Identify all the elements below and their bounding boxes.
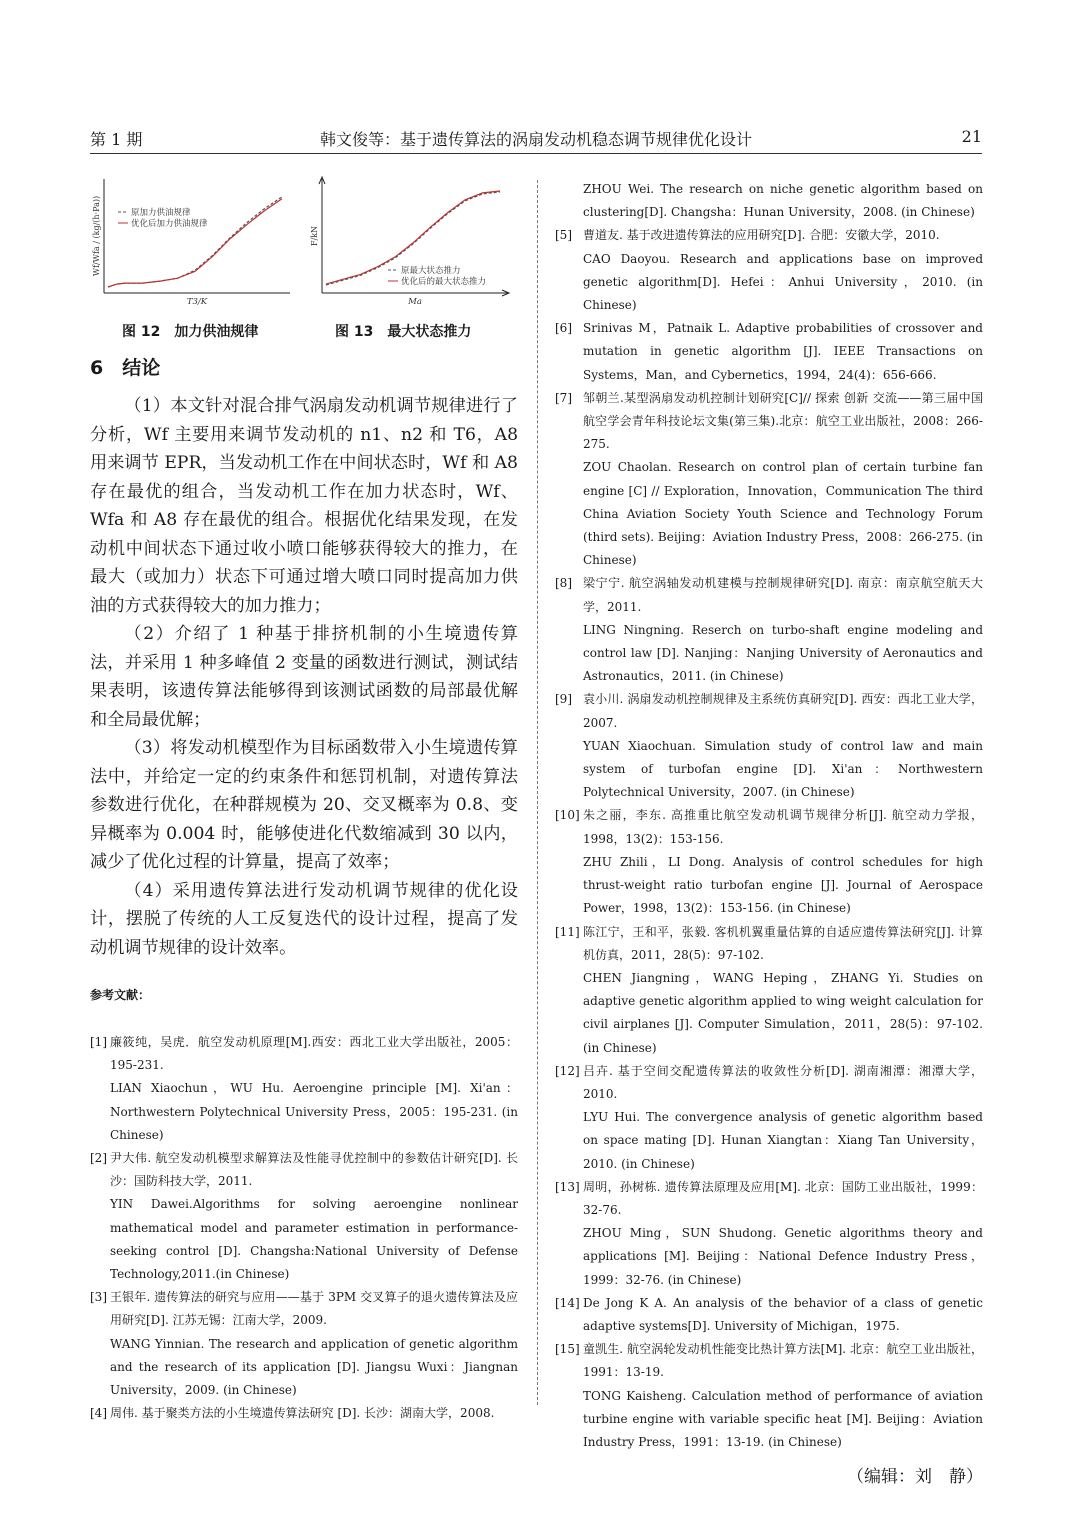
header-title: 韩文俊等：基于遗传算法的涡扇发动机稳态调节规律优化设计 bbox=[319, 130, 752, 149]
reference-text: 吕卉. 基于空间交配遗传算法的收敛性分析[D]. 湖南湘潭：湘潭大学，2010. bbox=[583, 1063, 983, 1101]
conclusion-body bbox=[90, 392, 518, 962]
reference-number: [2] bbox=[90, 1151, 107, 1166]
reference-text: De Jong K A. An analysis of the behavior of a class of genetic adaptive systems[D]. University of Michigan，1975. bbox=[583, 1295, 983, 1333]
conclusion-paragraph-4: （4）采用遗传算法进行发动机调节规律的优化设计，摆脱了传统的人工反复迭代的设计过程，提高了发动机调节规律的设计效率。 bbox=[90, 880, 518, 958]
reference-item bbox=[90, 1147, 518, 1286]
reference-english: CHEN Jiangning，WANG Heping，ZHANG Yi. Studies on adaptive genetic algorithm applied to wing weight calculation for civil airplanes [J]. Computer Simulation，2011，28(5)：97-102. (in Chinese) bbox=[583, 970, 983, 1055]
legend-label: 优化后的最大状态推力 bbox=[401, 277, 487, 287]
conclusion-paragraph-1: （1）本文针对混合排气涡扇发动机调节规律进行了分析，Wf 主要用来调节发动机的 n1、n2 和 T6，A8 用来调节 EPR，当发动机工作在中间状态时，Wf 和 A8 存在最优的组合，当发动机工作在加力状态时，Wf、Wfa 和 A8 存在最优的组合。根据优化结果发现，在发动机中间状态下通过收小喷口能够获得较大的推力，在最大（或加力）状态下可通过增大喷口同时提高加力供油的方式获得较大的加力推力； bbox=[90, 396, 518, 616]
figure-12 bbox=[90, 165, 295, 315]
conclusion-paragraph-3: （3）将发动机模型作为目标函数带入小生境遗传算法中，并给定一定的约束条件和惩罚机制，对遗传算法参数进行优化，在种群规模为 20、交叉概率为 0.8、变异概率为 0.004 时，能够使进化代数缩减到 30 以内，减少了优化过程的计算量，提高了效率； bbox=[90, 738, 518, 872]
figure-13-chart bbox=[308, 165, 513, 305]
reference-number: [11] bbox=[555, 924, 580, 939]
reference-item bbox=[555, 224, 983, 317]
reference-text: 袁小川. 涡扇发动机控制规律及主系统仿真研究[D]. 西安：西北工业大学，2007. bbox=[583, 692, 983, 730]
reference-text: 周明，孙树栋. 遗传算法原理及应用[M]. 北京：国防工业出版社，1999：32-76. bbox=[583, 1179, 983, 1217]
column-divider bbox=[537, 180, 538, 1405]
reference-number: [10] bbox=[555, 808, 580, 823]
reference-item bbox=[90, 1402, 518, 1425]
issue-label: 第 1 期 bbox=[90, 130, 143, 149]
reference-item bbox=[555, 1060, 983, 1176]
figure-12-caption: 图 12 加力供油规律 bbox=[122, 324, 259, 340]
figure-12-chart bbox=[90, 165, 295, 305]
references-title: 参考文献： bbox=[90, 988, 151, 1002]
reference-number: [1] bbox=[90, 1035, 107, 1049]
reference-number: [15] bbox=[555, 1342, 580, 1357]
reference-item bbox=[555, 387, 983, 573]
editor-note: （编辑：刘 静） bbox=[847, 1467, 983, 1488]
legend-label: 优化后加力供油规律 bbox=[131, 219, 208, 229]
reference-number: [6] bbox=[555, 321, 572, 336]
reference-english: TONG Kaisheng. Calculation method of performance of aviation turbine engine with variable specific heat [M]. Beijing：Aviation Industry Press，1991：13-19. (in Chinese) bbox=[583, 1388, 983, 1449]
reference-text: 王银年. 遗传算法的研究与应用——基于 3PM 交叉算子的退火遗传算法及应用研究[D]. 江苏无锡：江南大学，2009. bbox=[110, 1290, 518, 1328]
reference-text: 童凯生. 航空涡轮发动机性能变比热计算方法[M]. 北京：航空工业出版社，1991：13-19. bbox=[583, 1342, 983, 1380]
reference-text: 朱之丽，李东. 高推重比航空发动机调节规律分析[J]. 航空动力学报，1998，13(2)：153-156. bbox=[583, 808, 983, 846]
x-axis-label: Ma bbox=[408, 297, 422, 305]
legend-label: 原最大状态推力 bbox=[401, 266, 461, 276]
reference-text: 梁宁宁. 航空涡轴发动机建模与控制规律研究[D]. 南京：南京航空航天大学，2011. bbox=[583, 576, 983, 614]
section-heading: 6 结论 bbox=[90, 357, 161, 379]
reference-number: [9] bbox=[555, 692, 572, 707]
reference-number: [8] bbox=[555, 576, 572, 591]
reference-english: LYU Hui. The convergence analysis of genetic algorithm based on space mating [D]. Hunan Xiangtan：Xiang Tan University，2010. (in Chinese) bbox=[583, 1110, 983, 1171]
reference-number: [12] bbox=[555, 1063, 580, 1078]
reference-continuation bbox=[555, 178, 983, 224]
x-axis-label: T3/K bbox=[186, 297, 208, 305]
reference-4-english: ZHOU Wei. The research on niche genetic algorithm based on clustering[D]. Changsha：Hunan University，2008. (in Chinese) bbox=[583, 182, 983, 220]
reference-item bbox=[555, 572, 983, 688]
reference-number: [14] bbox=[555, 1295, 580, 1310]
reference-number: [3] bbox=[90, 1290, 107, 1305]
right-column bbox=[555, 178, 983, 1487]
references-left bbox=[90, 1031, 518, 1425]
reference-item bbox=[555, 317, 983, 387]
reference-text: 邹朝兰.某型涡扇发动机控制计划研究[C]// 探索 创新 交流——第三届中国航空学会青年科技论坛文集(第三集).北京：航空工业出版社，2008：266-275. bbox=[583, 390, 983, 452]
reference-english: CAO Daoyou. Research and applications base on improved genetic algorithm[D]. Hefei：Anhui University，2010. (in Chinese) bbox=[583, 251, 983, 313]
reference-item bbox=[555, 1176, 983, 1292]
conclusion-paragraph-2: （2）介绍了 1 种基于排挤机制的小生境遗传算法，并采用 1 种多峰值 2 变量的函数进行测试，测试结果表明，该遗传算法能够得到该测试函数的局部最优解和全局最优解； bbox=[90, 624, 518, 730]
figure-row bbox=[90, 165, 518, 343]
page-number: 21 bbox=[961, 127, 982, 146]
reference-english: LING Ningning. Reserch on turbo-shaft engine modeling and control law [D]. Nanjing：Nanjing University of Aeronautics and Astronautics，2011. (in Chinese) bbox=[583, 622, 983, 684]
reference-english: ZHU Zhili，LI Dong. Analysis of control schedules for high thrust-weight ratio turbofan engine [J]. Journal of Aerospace Power，1998，13(2)：153-156. (in Chinese) bbox=[583, 854, 983, 916]
reference-english: ZHOU Ming，SUN Shudong. Genetic algorithms theory and applications [M]. Beijing：National Defence Industry Press，1999：32-76. (in Chinese) bbox=[583, 1226, 983, 1287]
reference-english: LIAN Xiaochun，WU Hu. Aeroengine principle [M]. Xi'an：Northwestern Polytechnical University Press，2005：195-231. (in Chinese) bbox=[110, 1081, 518, 1142]
reference-text: 周伟. 基于聚类方法的小生境遗传算法研究 [D]. 长沙：湖南大学，2008. bbox=[110, 1406, 495, 1421]
figure-13 bbox=[308, 165, 513, 315]
reference-item bbox=[555, 1338, 983, 1454]
references-right bbox=[555, 224, 983, 1454]
figure-13-caption: 图 13 最大状态推力 bbox=[335, 324, 472, 340]
reference-item bbox=[90, 1031, 518, 1147]
reference-english: YUAN Xiaochuan. Simulation study of control law and main system of turbofan engine [D]. Xi'an：Northwestern Polytechnical University，2007. (in Chinese) bbox=[583, 738, 983, 800]
reference-text: 廉筱纯，吴虎．航空发动机原理[M].西安：西北工业大学出版社，2005：195-231. bbox=[110, 1035, 518, 1073]
reference-item bbox=[555, 804, 983, 920]
reference-text: Srinivas M，Patnaik L. Adaptive probabilities of crossover and mutation in genetic algorithm [J]. IEEE Transactions on Systems，Man，and Cybernetics，1994，24(4)：656-666. bbox=[583, 321, 983, 382]
reference-english: YIN Dawei.Algorithms for solving aeroengine nonlinear mathematical model and parameter estimation in performance-seeking control [D]. Changsha:National University of Defense Technology,2011.(in Chinese) bbox=[110, 1197, 518, 1282]
y-axis-label: F/kN bbox=[310, 225, 319, 247]
left-column bbox=[90, 165, 518, 1425]
reference-number: [5] bbox=[555, 228, 572, 243]
reference-item bbox=[555, 1292, 983, 1338]
running-header bbox=[90, 127, 982, 154]
legend-label: 原加力供油规律 bbox=[131, 208, 191, 218]
reference-english: ZOU Chaolan. Research on control plan of certain turbine fan engine [C] // Exploration，Innovation，Communication The third China Aviation Society Youth Science and Technology Forum (third sets). Beijing：Aviation Industry Press，2008：266-275. (in Chinese) bbox=[583, 460, 983, 568]
reference-text: 陈江宁，王和平，张毅. 客机机翼重量估算的自适应遗传算法研究[J]. 计算机仿真，2011，28(5)：97-102. bbox=[583, 924, 983, 962]
y-axis-label: Wf/Wfa / (kg/(h·Pa)) bbox=[92, 195, 101, 277]
reference-text: 曹道友. 基于改进遗传算法的应用研究[D]. 合肥：安徽大学，2010. bbox=[583, 228, 940, 243]
reference-number: [13] bbox=[555, 1179, 580, 1194]
reference-item bbox=[555, 688, 983, 804]
reference-item bbox=[90, 1286, 518, 1402]
reference-number: [4] bbox=[90, 1406, 107, 1421]
reference-text: 尹大伟. 航空发动机模型求解算法及性能寻优控制中的参数估计研究[D]. 长沙：国防科技大学，2011. bbox=[110, 1151, 518, 1189]
reference-number: [7] bbox=[555, 390, 572, 405]
reference-item bbox=[555, 921, 983, 1060]
reference-english: WANG Yinnian. The research and application of genetic algorithm and the research of its application [D]. Jiangsu Wuxi：Jiangnan University，2009. (in Chinese) bbox=[110, 1336, 518, 1398]
